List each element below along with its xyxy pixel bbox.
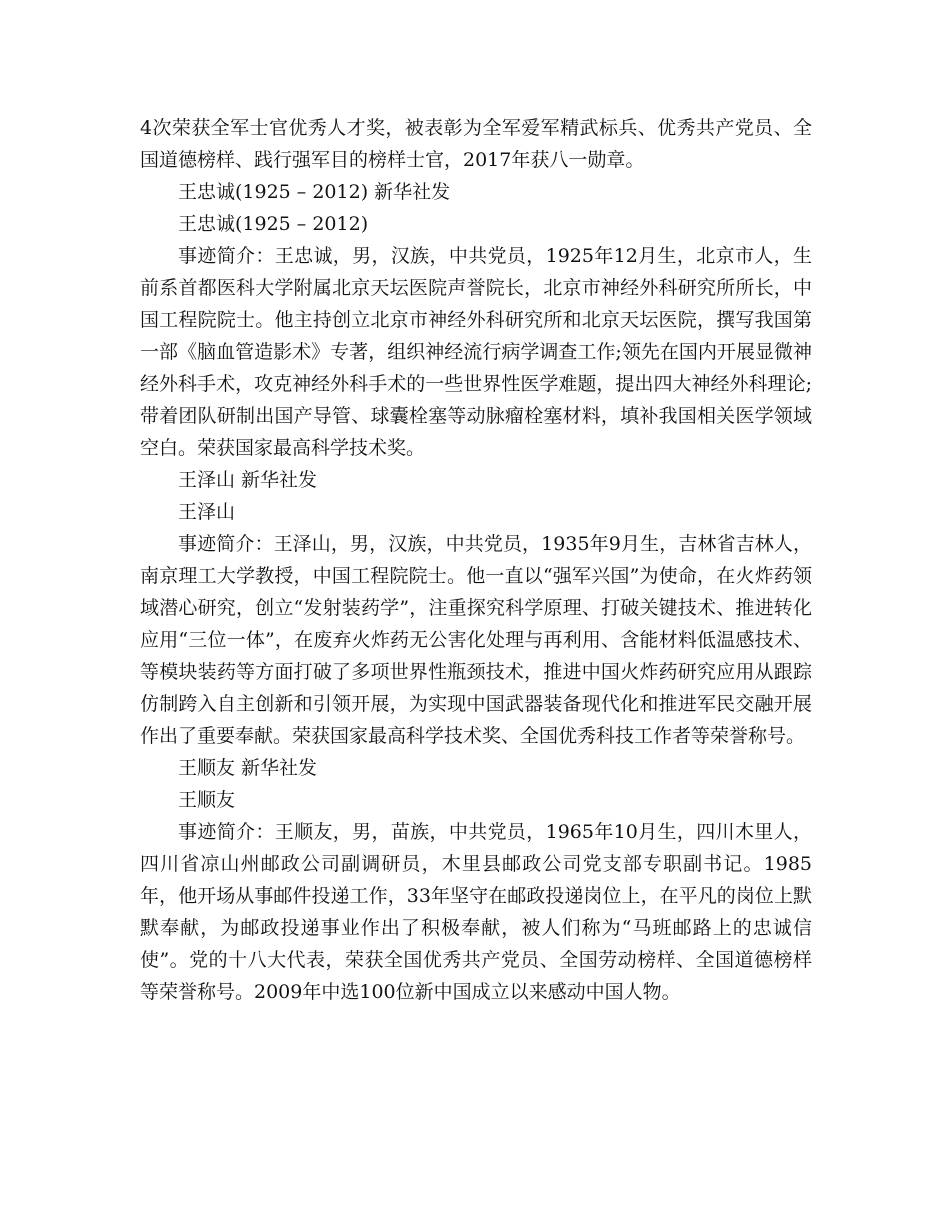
photo-caption-wang-shunyou: 王顺友 [178, 789, 236, 811]
photo-caption-wang-zeshan-xinhua: 王泽山 新华社发 [178, 469, 318, 491]
photo-caption-wang-zhongcheng: 王忠诚(1925 – 2012) [178, 213, 369, 235]
paragraph-wang-shunyou-bio: 事迹简介：王顺友，男，苗族，中共党员，1965年10月生，四川木里人，四川省凉山州邮政公司副调研员，木里县邮政公司党支部专职副书记。1985年，他开场从事邮件投递工作，33年坚守在邮政投递岗位上，在平凡的岗位上默默奉献，为邮政投递事业作出了积极奉献，被人们称为“马班邮路上的忠诚信使”。党的十八大代表，荣获全国优秀共产党员、全国劳动榜样、全国道德榜样等荣誉称号。2009年中选100位新中国成立以来感动中国人物。 [140, 821, 812, 1003]
photo-caption-wang-zeshan: 王泽山 [178, 501, 236, 523]
paragraph-honors-continuation: 4次荣获全军士官优秀人才奖，被表彰为全军爱军精武标兵、优秀共产党员、全国道德榜样、践行强军目的榜样士官，2017年获八一勋章。 [140, 117, 812, 171]
document-page [140, 112, 812, 1008]
photo-caption-wang-zhongcheng-xinhua: 王忠诚(1925 – 2012) 新华社发 [178, 181, 451, 203]
paragraph-wang-zhongcheng-bio: 事迹简介：王忠诚，男，汉族，中共党员，1925年12月生，北京市人，生前系首都医科大学附属北京天坛医院声誉院长，北京市神经外科研究所所长，中国工程院院士。他主持创立北京市神经外科研究所和北京天坛医院，撰写我国第一部《脑血管造影术》专著，组织神经流行病学调查工作;领先在国内开展显微神经外科手术，攻克神经外科手术的一些世界性医学难题，提出四大神经外科理论;带着团队研制出国产导管、球囊栓塞等动脉瘤栓塞材料，填补我国相关医学领域空白。荣获国家最高科学技术奖。 [140, 245, 812, 459]
photo-caption-wang-shunyou-xinhua: 王顺友 新华社发 [178, 757, 318, 779]
paragraph-wang-zeshan-bio: 事迹简介：王泽山，男，汉族，中共党员，1935年9月生，吉林省吉林人，南京理工大学教授，中国工程院院士。他一直以“强军兴国”为使命，在火炸药领域潜心研究，创立“发射装药学”，注重探究科学原理、打破关键技术、推进转化应用“三位一体”，在废弃火炸药无公害化处理与再利用、含能材料低温感技术、等模块装药等方面打破了多项世界性瓶颈技术，推进中国火炸药研究应用从跟踪仿制跨入自主创新和引领开展，为实现中国武器装备现代化和推进军民交融开展作出了重要奉献。荣获国家最高科学技术奖、全国优秀科技工作者等荣誉称号。 [140, 533, 812, 747]
